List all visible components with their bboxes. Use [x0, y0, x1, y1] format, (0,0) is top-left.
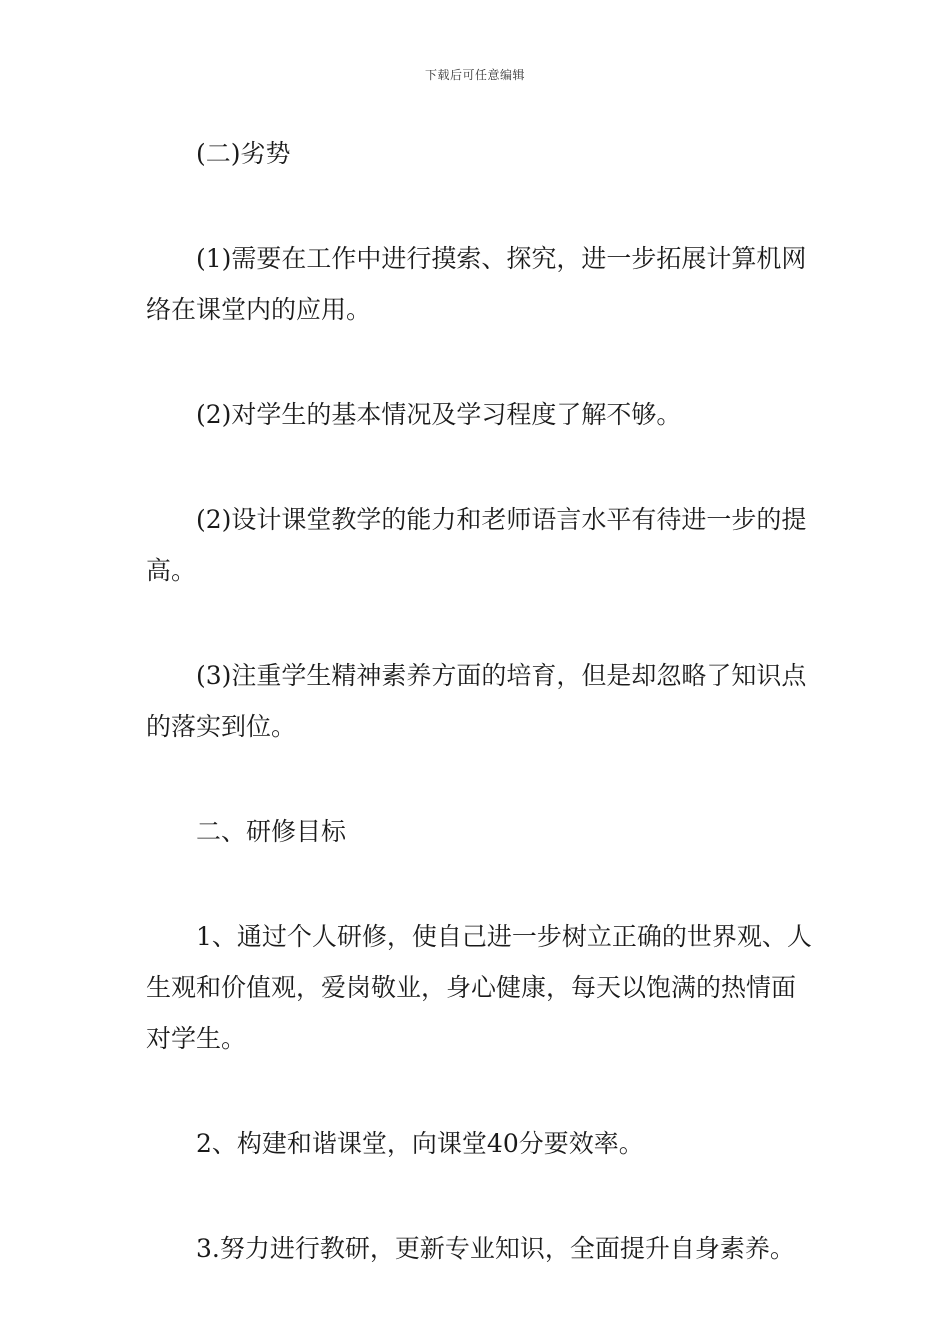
weakness-item-3: (2)设计课堂教学的能力和老师语言水平有待进一步的提高。 — [146, 505, 807, 585]
goal-item-1: 1、通过个人研修，使自己进一步树立正确的世界观、人生观和价值观，爱岗敬业，身心健康，每天以饱满的热情面对学生。 — [146, 922, 812, 1053]
page-header: 下载后可任意编辑 — [424, 68, 525, 82]
weakness-item-1: (1)需要在工作中进行摸索、探究，进一步拓展计算机网络在课堂内的应用。 — [146, 244, 807, 324]
goal-item-2: 2、构建和谐课堂，向课堂40分要效率。 — [196, 1129, 644, 1158]
goal-item-3: 3.努力进行教研，更新专业知识，全面提升自身素养。 — [196, 1234, 795, 1263]
weakness-item-4: (3)注重学生精神素养方面的培育，但是却忽略了知识点的落实到位。 — [146, 661, 807, 741]
section-heading-goals: 二、研修目标 — [196, 817, 347, 846]
section-heading-weaknesses: (二)劣势 — [196, 139, 291, 168]
weakness-item-2: (2)对学生的基本情况及学习程度了解不够。 — [196, 400, 682, 429]
document-body — [146, 128, 816, 1328]
